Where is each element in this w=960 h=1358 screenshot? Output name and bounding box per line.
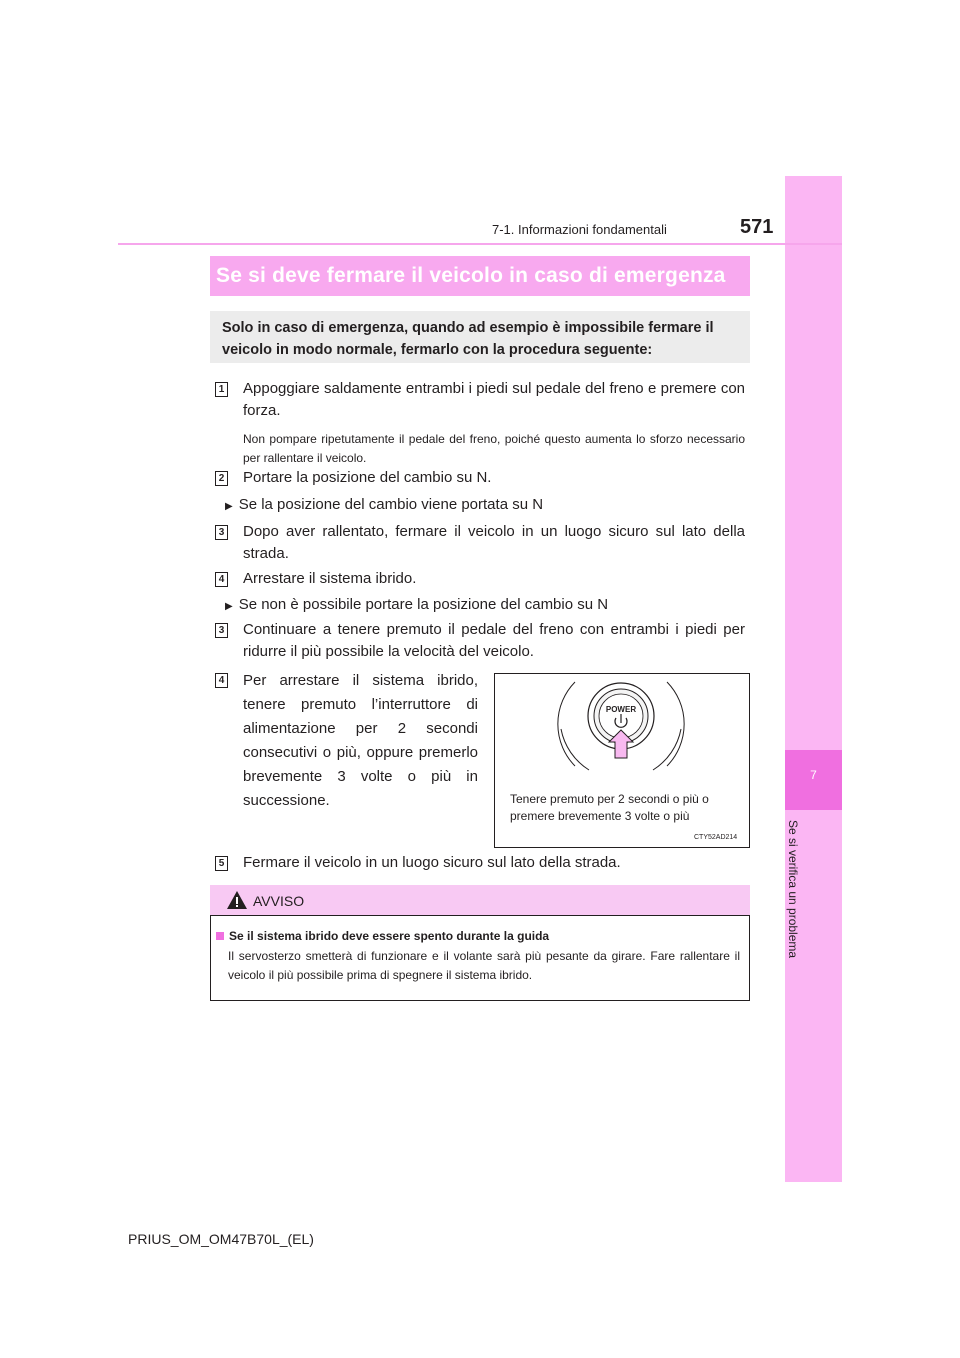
- header-rule: [118, 243, 842, 245]
- warning-title: AVVISO: [253, 893, 305, 909]
- step-text: Continuare a tenere premuto il pedale del freno con entrambi i piedi per ridurre il più possibile la velocità del veicolo.: [243, 621, 745, 660]
- figure-code: CTY52AD214: [694, 834, 738, 841]
- chapter-number: 7: [810, 768, 817, 782]
- warning-body: Il servosterzo smetterà di funzionare e il volante sarà più pesante da girare. Fare rallentare il veicolo il più possibile prima di spegnere il sistema ibrido.: [228, 949, 740, 982]
- svg-text:POWER: POWER: [605, 705, 637, 714]
- step-text: Fermare il veicolo in un luogo sicuro sul lato della strada.: [243, 854, 621, 871]
- page-title: Se si deve fermare il veicolo in caso di emergenza: [216, 264, 726, 287]
- document-code: PRIUS_OM_OM47B70L_(EL): [128, 1231, 314, 1247]
- step-text: Portare la posizione del cambio su N.: [243, 469, 492, 486]
- chapter-title: Se si verifica un problema: [786, 820, 800, 959]
- step-number: 3: [215, 525, 228, 540]
- warning-subtitle: Se il sistema ibrido deve essere spento durante la guida: [216, 929, 549, 943]
- step-text: Per arrestare il sistema ibrido, tenere premuto l’interruttore di alimentazione per 2 secondi consecutivi o più, oppure premerlo brevemente 3 volte o più in successione.: [243, 672, 478, 809]
- square-bullet-icon: [216, 932, 224, 940]
- step-text: Arrestare il sistema ibrido.: [243, 570, 417, 587]
- step-number: 5: [215, 856, 228, 871]
- figure-caption: Tenere premuto per 2 secondi o più o premere brevemente 3 volte o più: [510, 792, 709, 823]
- condition-heading: ▶ Se non è possibile portare la posizione del cambio su N: [225, 596, 609, 613]
- warning-triangle-icon: [226, 890, 248, 915]
- step-number: 3: [215, 623, 228, 638]
- step-text: Appoggiare saldamente entrambi i piedi sul pedale del freno e premere con forza.: [243, 380, 745, 419]
- step-number: 4: [215, 673, 228, 688]
- step-number: 2: [215, 471, 228, 486]
- condition-heading: ▶ Se la posizione del cambio viene portata su N: [225, 496, 544, 513]
- step-number: 1: [215, 382, 228, 397]
- step-text: Dopo aver rallentato, fermare il veicolo in un luogo sicuro sul lato della strada.: [243, 523, 745, 562]
- section-title: 7-1. Informazioni fondamentali: [492, 222, 667, 237]
- page-number: 571: [740, 216, 774, 238]
- intro-text: Solo in caso di emergenza, quando ad esempio è impossibile fermare il veicolo in modo normale, fermarlo con la procedura seguente:: [222, 320, 714, 358]
- chapter-sidebar: [785, 176, 842, 1182]
- triangle-bullet-icon: ▶: [225, 601, 233, 612]
- triangle-bullet-icon: ▶: [225, 501, 233, 512]
- step-number: 4: [215, 572, 228, 587]
- step-note: Non pompare ripetutamente il pedale del freno, poiché questo aumenta lo sforzo necessario per rallentare il veicolo.: [243, 432, 745, 465]
